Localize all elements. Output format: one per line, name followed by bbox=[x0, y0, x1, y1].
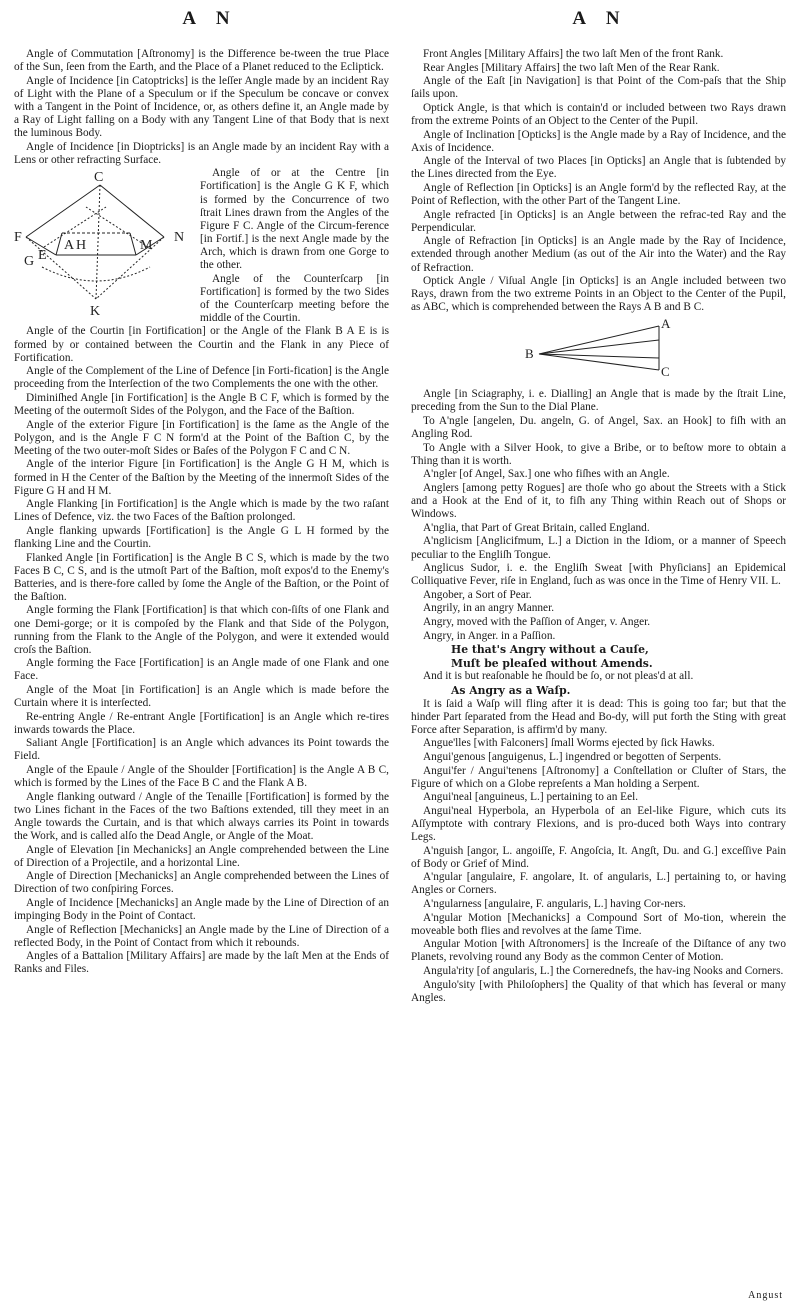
entry: Angle flanking outward / Angle of the Tenaille [Fortification] is formed by the two Lines fichant in the Faces of the two Baſtions extended, till they meet in an Angle towards the Curtain, and is that which always carries its Point in towards the Work, and is called alſo the Dead Angle, or Angle of the Moat. bbox=[14, 790, 389, 843]
entry: And it is but reaſonable he ſhould be ſo, or not pleas'd at all. bbox=[423, 670, 694, 683]
fortification-figure bbox=[14, 169, 192, 319]
figure-label: M bbox=[140, 238, 153, 254]
entry: A'ngler [of Angel, Sax.] one who fiſhes with an Angle. bbox=[423, 468, 670, 481]
figure-arc bbox=[42, 267, 150, 281]
proverb-line: As Angry as a Waſp. bbox=[451, 683, 571, 697]
entry: Angober, a Sort of Pear. bbox=[423, 588, 532, 601]
entry: Angle of Inclination [Opticks] is the Angle made by a Ray of Incidence, and the Axis of Incidence. bbox=[411, 128, 786, 154]
entry: Angle of the Counterſcarp [in Fortification] is formed by the two Sides of the Counterſcarp meeting before the middle of the Courtin. bbox=[200, 272, 389, 324]
entry: Rear Angles [Military Affairs] the two laſt Men of the Rear Rank. bbox=[423, 61, 720, 74]
entry: Angle of the Interval of two Places [in Opticks] an Angle that is ſubtended by the Lines directed from the Eye. bbox=[411, 155, 786, 181]
figure-line bbox=[96, 185, 100, 299]
figure-label: A bbox=[660, 318, 670, 332]
figure-line bbox=[539, 326, 659, 354]
entry: Re-entring Angle / Re-entrant Angle [Fortification] is an Angle which re-tires inwards towards the Place. bbox=[14, 710, 389, 736]
entry: Flanked Angle [in Fortification] is the Angle B C S, which is made by the two Faces B C, C S, and is the utmoſt Part of the Baſtion, moſt expos'd to the Enemy's Batteries, and is there-fore called by ſome the Angle of the Baſtion, or the Point of the Baſtion. bbox=[14, 551, 389, 603]
entry: A'ngular Motion [Mechanicks] a Compound Sort of Mo-tion, wherein the moveable both flies and revolves at the ſame Time. bbox=[411, 911, 786, 937]
entry: Diminiſhed Angle [in Fortification] is the Angle B C F, which is formed by the Meeting of the outermoſt Sides of the Polygon, and the Face of the Baſtion. bbox=[14, 391, 389, 418]
figure-label: N bbox=[174, 230, 185, 246]
entry: Angle of the Eaſt [in Navigation] is that Point of the Com-paſs that the Ship ſails upon. bbox=[411, 75, 786, 101]
entry: Angue'lles [with Falconers] ſmall Worms ejected by ſick Hawks. bbox=[423, 737, 715, 750]
figure-label: C bbox=[94, 170, 104, 186]
left-column bbox=[14, 48, 389, 977]
figure-label: A bbox=[64, 238, 75, 254]
entry: Angle of Reflection [in Opticks] is an Angle form'd by the reflected Ray, at the Point of Reflection, with the other Part of the Tangent Line. bbox=[411, 181, 786, 208]
catchword: Angust bbox=[748, 1290, 783, 1301]
figure-label: K bbox=[90, 304, 101, 320]
entry: Angular Motion [with Aſtronomers] is the Increaſe of the Diſtance of any two Planets, revolving round any Body as the common Center of Motion. bbox=[411, 938, 786, 964]
entry: Angle of Commutation [Aſtronomy] is the Difference be-tween the true Place of the Sun, ſeen from the Earth, and the Place of a Planet reduced to the Ecliptick. bbox=[14, 48, 389, 74]
figure-label: E bbox=[38, 248, 47, 264]
figure-line bbox=[539, 340, 659, 354]
entry: Optick Angle / Viſual Angle [in Opticks] is an Angle included between two Rays, drawn from the two extreme Points in an Object to the Center of the Pupil, as ABC, which is comprehended between the Rays A B and B C. bbox=[411, 275, 786, 314]
entry: Angle of the exterior Figure [in Fortification] is the ſame as the Angle of the Polygon, and is the Angle F C N form'd at the Point of the Baſtion C, by the Meeting of the two outer-moſt Sides or Baſes of the Polygon F C and C N. bbox=[14, 418, 389, 457]
entry: To Angle with a Silver Hook, to give a Bribe, or to beſtow more to obtain a Thing than it is worth. bbox=[411, 441, 786, 467]
entry: Angula'rity [of angularis, L.] the Cornerednefs, the hav-ing Nooks and Corners. bbox=[423, 964, 784, 977]
entry: Angulo'sity [with Philoſophers] the Quality of that which has ſeveral or many Angles. bbox=[411, 978, 786, 1004]
entry: Angle of Incidence [in Catoptricks] is the leſſer Angle made by an incident Ray of Light with the Plane of a Speculum or if the Speculum be concave or convex with a Tangent in the Point of Incidence, or, as others define it, an Angle made by a Ray of Light falling on a Body with any Tangent Line of that Body that is next the luminous Body. bbox=[14, 74, 389, 140]
entry: It is ſaid a Waſp will fling after it is dead: This is going too far; but that the hinder Part ſeparated from the Head and Bo-dy, will put forth the Sting with great Force after Separation, is affirm'd by many. bbox=[411, 697, 786, 736]
entry: Anglers [among petty Rogues] are thoſe who go about the Streets with a Stick and a Hook at the End of it, to fiſh any Thing within Reach out of Shops or Windows. bbox=[411, 482, 786, 521]
entry: Angle of the Moat [in Fortification] is an Angle which is made before the Curtain where it is interſected. bbox=[14, 684, 389, 710]
proverb-line: Muſt be pleaſed without Amends. bbox=[451, 656, 653, 670]
entry: Angle of Elevation [in Mechanicks] an Angle comprehended between the Line of Direction of a Projectile, and a horizontal Line. bbox=[14, 843, 389, 869]
entry: Angle forming the Flank [Fortification] is that which con-ſiſts of one Flank and one Demi-gorge; or it is compoſed by the Flank and that Side of the Polygon, running from the Flank to the Angle of the Polygon, and were it extended would croſs the Baſtion. bbox=[14, 604, 389, 656]
entry: To A'ngle [angelen, Du. angeln, G. of Angel, Sax. an Hook] to fiſh with an Angling Rod. bbox=[411, 415, 786, 441]
entry: Angle of the Epaule / Angle of the Shoulder [Fortification] is the Angle A B C, which is formed by the Lines of the Face B C and the Flank A B. bbox=[14, 764, 389, 790]
entry: Angle of Refraction [in Opticks] is an Angle made by the Ray of Incidence, extended through another Medium (as out of the Air into the Water) and the Ray of Refraction. bbox=[411, 235, 786, 274]
entry: Angle of Reflection [Mechanicks] an Angle made by the Line of Direction of a reflected Body, in the Point of Contact from which it rebounds. bbox=[14, 923, 389, 949]
figure-label: G bbox=[24, 254, 35, 270]
entry: Angry, in Anger. in a Paſſion. bbox=[423, 629, 556, 642]
entry: Angle of the Complement of the Line of Defence [in Forti-fication] is the Angle proceeding from the Interſection of the two Complements the one with the other. bbox=[14, 365, 389, 391]
entry: Optick Angle, is that which is contain'd or included between two Rays drawn from the extreme Points of an Object to the Center of the Pupil. bbox=[411, 101, 786, 127]
entry: A'nglicism [Anglicifmum, L.] a Diction in the Idiom, or a manner of Speech peculiar to the Engliſh Tongue. bbox=[411, 535, 786, 561]
figure-label: F bbox=[14, 230, 22, 246]
entry: A'ngularness [angulaire, F. angularis, L.] having Cor-ners. bbox=[423, 897, 686, 910]
entry: A'nglia, that Part of Great Britain, called England. bbox=[423, 521, 650, 534]
figure-line bbox=[100, 185, 164, 237]
entry: Angle refracted [in Opticks] is an Angle between the refrac-ted Ray and the Perpendicular. bbox=[411, 208, 786, 234]
proverb-line: He that's Angry without a Cauſe, bbox=[451, 643, 649, 657]
entry: Saliant Angle [Fortification] is an Angle which advances its Point towards the Field. bbox=[14, 737, 389, 763]
entry: Angle [in Sciagraphy, i. e. Dialling] an Angle that is made by the ſtrait Line, preceding from the Sun to the Dial Plane. bbox=[411, 388, 786, 414]
entry: A'ngular [angulaire, F. angolare, It. of angularis, L.] pertaining to, or having Angles or Corners. bbox=[411, 871, 786, 897]
figure-line bbox=[44, 207, 106, 247]
entry: Angry, moved with the Paſſion of Anger, v. Anger. bbox=[423, 615, 651, 628]
entry: Angle of or at the Centre [in Fortification] is the Angle G K F, which is formed by the Concurrence of two ſtrait Lines drawn from the Angles of the Figure F C. Angle of the Circum-ference [in Fortif.] is the next Angle made by the Arch, which is drawn from one Gorge to the other. bbox=[200, 167, 389, 271]
entry: Angui'neal [anguineus, L.] pertaining to an Eel. bbox=[423, 791, 639, 804]
entry: Angui'genous [anguigenus, L.] ingendred or begotten of Serpents. bbox=[423, 750, 722, 763]
entry: Angle flanking upwards [Fortification] is the Angle G L H formed by the flanking Line and the Courtin. bbox=[14, 524, 389, 550]
entry: Angrily, in an angry Manner. bbox=[423, 602, 555, 615]
entry: Angle of the Courtin [in Fortification] or the Angle of the Flank B A E is is formed by or contained between the Courtin and the Flank in any Piece of Fortification. bbox=[14, 325, 389, 364]
figure-line bbox=[96, 237, 164, 299]
entry: A'nguish [angor, L. angoiſſe, F. Angoſcia, It. Angſt, Du. and G.] exceſſive Pain of Body or Grief of Mind. bbox=[411, 844, 786, 870]
entry: Angle of Incidence [Mechanicks] an Angle made by the Line of Direction of an impinging Body in the Point of Contact. bbox=[14, 897, 389, 923]
optick-angle-figure bbox=[509, 318, 689, 382]
figure-label: B bbox=[524, 346, 534, 362]
right-column bbox=[411, 48, 786, 1005]
page-header-left: A N bbox=[182, 8, 238, 29]
entry: Angles of a Battalion [Military Affairs] are made by the laſt Men at the Ends of Ranks and Files. bbox=[14, 950, 389, 976]
page-header-right: A N bbox=[572, 8, 628, 29]
entry: Angui'neal Hyperbola, an Hyperbola of an Eel-like Figure, which cuts its Aſſymptote with contrary Flexions, and is pro-duced both Ways into contrary Legs. bbox=[411, 804, 786, 843]
entry: Angle of Direction [Mechanicks] an Angle comprehended between the Lines of Direction of two conſpiring Forces. bbox=[14, 870, 389, 896]
figure-line bbox=[86, 207, 148, 247]
entry: Front Angles [Military Affairs] the two laſt Men of the front Rank. bbox=[423, 48, 724, 60]
entry: Angle of Incidence [in Dioptricks] is an Angle made by an incident Ray with a Lens or other refracting Surface. bbox=[14, 140, 389, 166]
entry: Angui'fer / Angui'tenens [Aſtronomy] a Conſtellation or Cluſter of Stars, the Figure of which on a Globe repreſents a Man holding a Serpent. bbox=[411, 764, 786, 790]
figure-label: C bbox=[660, 364, 670, 380]
entry: Angle Flanking [in Fortification] is the Angle which is made by the two raſant Lines of Defence, viz. the two Faces of the Baſtion prolonged. bbox=[14, 498, 389, 524]
entry: Anglicus Sudor, i. e. the Engliſh Sweat [with Phyſicians] an Epidemical Colliquative Fever, riſe in England, ſuch as was once in the Time of Henry VII. L. bbox=[411, 562, 786, 588]
figure-label: H bbox=[76, 238, 87, 254]
entry: Angle forming the Face [Fortification] is an Angle made of one Flank and one Face. bbox=[14, 657, 389, 683]
entry: Angle of the interior Figure [in Fortification] is the Angle G H M, which is formed in H the Center of the Baſtion by the Meeting of the innermoſt Sides of the Figure G H and H M. bbox=[14, 458, 389, 497]
figure-line bbox=[26, 185, 100, 237]
